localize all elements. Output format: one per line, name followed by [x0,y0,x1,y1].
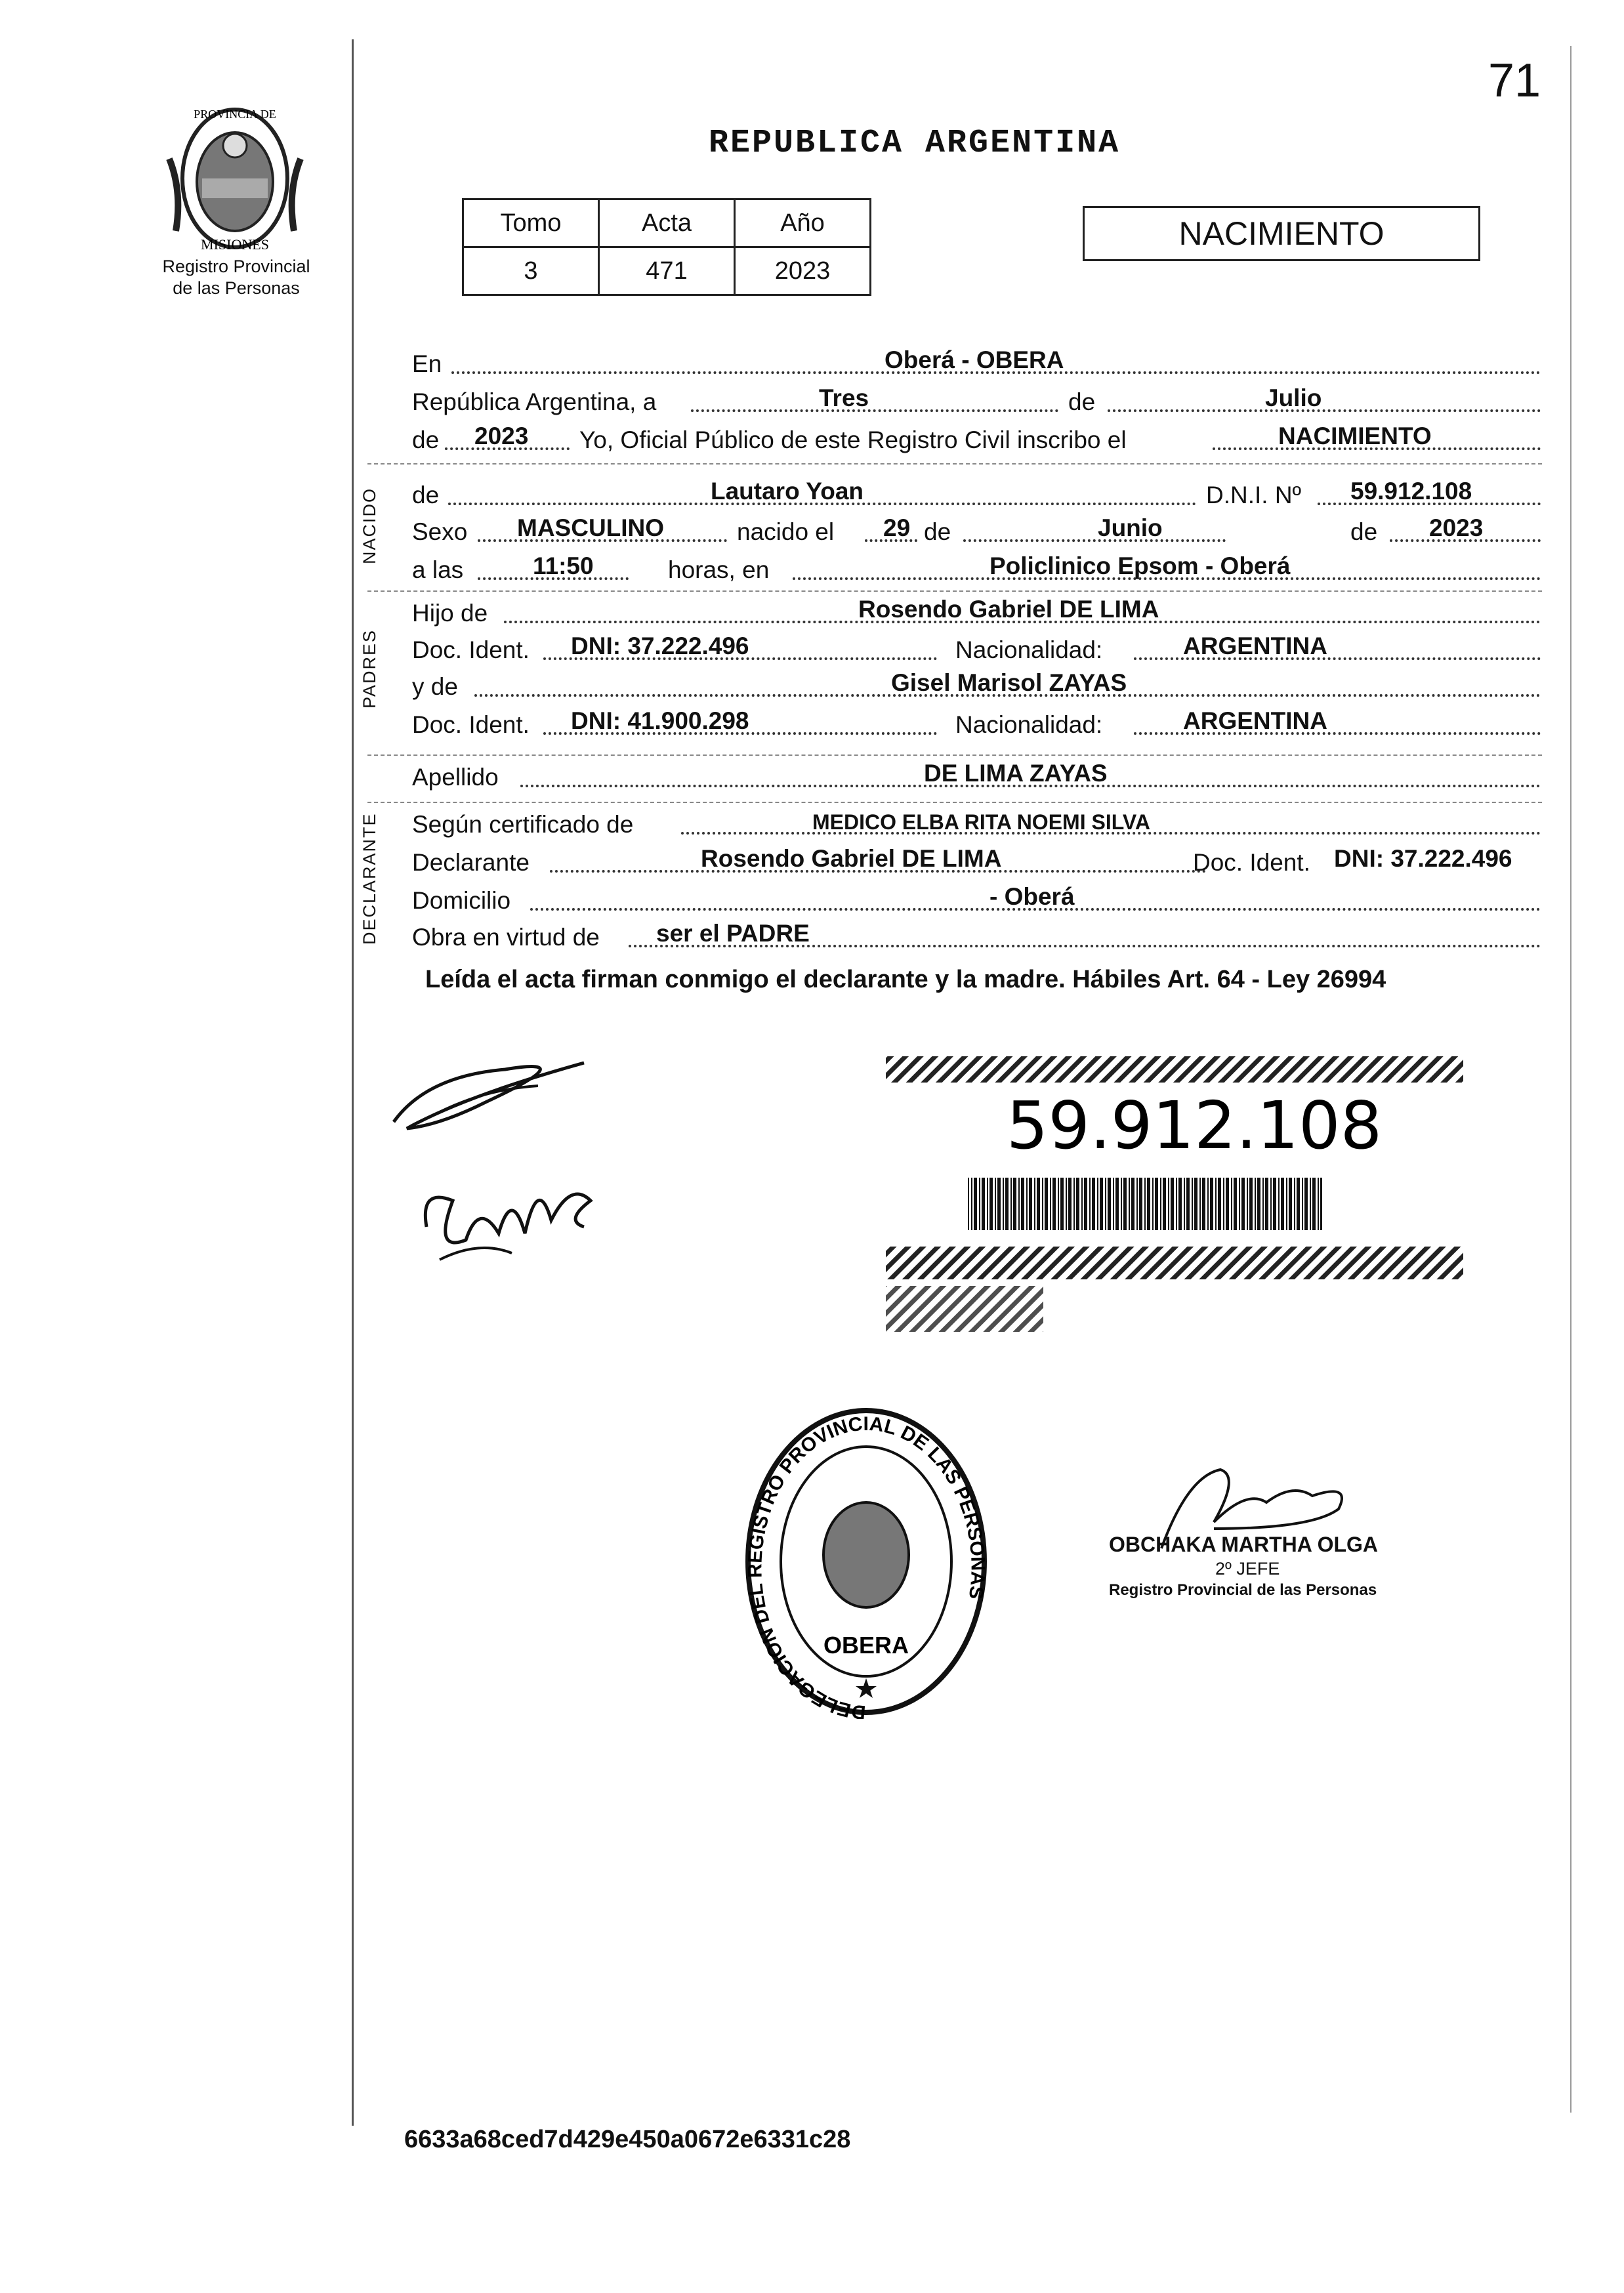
section-padres: PADRES [360,629,379,709]
seal-bottom-text: MISIONES [201,236,269,253]
official-name: OBCHAKA MARTHA OLGA [1109,1533,1379,1556]
dia-inscripcion: Tres [819,384,869,411]
section-declarante: DECLARANTE [360,812,379,945]
doc-madre: DNI: 41.900.298 [571,707,749,734]
anio-nacimiento: 2023 [1429,514,1484,541]
record-col-anio: Año [735,199,871,247]
record-col-acta: Acta [599,199,735,247]
row-apellido: Apellido DE LIMA ZAYAS [412,754,1541,791]
row-republica: República Argentina, a Tres de Julio [412,379,1541,416]
row-sexo: Sexo MASCULINO nacido el 29 de Junio de 2023 [412,509,1541,546]
barcode-sticker-icon [879,1050,1470,1338]
record-type-box: NACIMIENTO [1083,206,1480,261]
row-padre: Hijo de Rosendo Gabriel DE LIMA [412,590,1541,627]
left-margin-line [352,39,354,2126]
official-title: 2º JEFE [1215,1559,1280,1579]
nombre-declarante: Rosendo Gabriel DE LIMA [701,845,1002,872]
barcode-number: 59.912.108 [1006,1087,1383,1164]
record-val-tomo: 3 [463,247,599,295]
sexo-nacido: MASCULINO [517,514,665,541]
nombre-nacido: Lautaro Yoan [711,478,864,505]
closing-note: Leída el acta firman conmigo el declarante y la madre. Hábiles Art. 64 - Ley 26994 [425,966,1386,993]
record-val-acta: 471 [599,247,735,295]
row-madre: y de Gisel Marisol ZAYAS [412,664,1541,701]
delegation-stamp-icon [741,1404,991,1719]
section-nacido: NACIDO [360,487,379,564]
nac-padre: ARGENTINA [1183,632,1327,659]
hora-nacimiento: 11:50 [533,552,594,579]
row-certificado: Según certificado de MEDICO ELBA RITA NOEMI SILVA [412,802,1541,838]
document-hash: 6633a68ced7d429e450a0672e6331c28 [404,2126,851,2153]
mes-inscripcion: Julio [1265,384,1322,411]
row-declarante: Declarante Rosendo Gabriel DE LIMA Doc. Ident. DNI: 37.222.496 [412,845,1512,876]
nac-madre: ARGENTINA [1183,707,1327,734]
lugar-inscripcion: Oberá - OBERA [885,346,1064,373]
logo-caption: Registro Provincial de las Personas [162,257,310,298]
row-obra: Obra en virtud de ser el PADRE [412,915,1541,951]
row-nacido-nombre: de Lautaro Yoan D.N.I. Nº 59.912.108 [412,472,1541,509]
stamp-ring-text: DELEGACION DEL REGISTRO PROVINCIAL DE LAS PERSONAS [744,1413,989,1719]
domicilio-declarante: - Oberá [989,883,1075,910]
province-seal-icon [156,100,314,257]
row-madre-doc: Doc. Ident. DNI: 41.900.298 Nacionalidad: ARGENTINA [412,702,1541,739]
right-margin-line [1570,46,1572,2113]
record-val-anio: 2023 [735,247,871,295]
tipo-inscripcion: NACIMIENTO [1278,423,1432,449]
dni-nacido: 59.912.108 [1350,478,1472,505]
signature-madre-icon [413,1161,610,1279]
row-en: En Oberá - OBERA [412,341,1541,378]
mes-nacimiento: Junio [1098,514,1163,541]
record-col-tomo: Tomo [463,199,599,247]
certificado-medico: MEDICO ELBA RITA NOEMI SILVA [812,810,1150,834]
row-hora: a las 11:50 horas, en Policlinico Epsom - Oberá [412,547,1541,584]
row-padre-doc: Doc. Ident. DNI: 37.222.496 Nacionalidad: ARGENTINA [412,627,1541,664]
page-number: 71 [1488,54,1541,107]
doc-declarante: DNI: 37.222.496 [1334,845,1512,872]
nombre-madre: Gisel Marisol ZAYAS [891,669,1127,696]
lugar-nacimiento: Policlinico Epsom - Oberá [989,552,1291,579]
dia-nacimiento: 29 [883,514,911,541]
seal-top-text: PROVINCIA DE [194,108,276,121]
signature-declarante-icon [387,1050,597,1142]
doc-padre: DNI: 37.222.496 [571,632,749,659]
vinculo-declarante: ser el PADRE [656,920,810,947]
document-title: REPUBLICA ARGENTINA [709,125,1121,162]
official-office: Registro Provincial de las Personas [1109,1581,1377,1599]
nombre-padre: Rosendo Gabriel DE LIMA [858,596,1159,623]
apellido-nacido: DE LIMA ZAYAS [924,760,1108,787]
row-domicilio: Domicilio - Oberá [412,878,1541,915]
record-table [462,198,871,296]
anio-inscripcion: 2023 [474,423,529,449]
row-inscribo: de 2023 Yo, Oficial Público de este Registro Civil inscribo el NACIMIENTO [412,417,1541,454]
stamp-bottom-text: OBERA [823,1632,909,1659]
